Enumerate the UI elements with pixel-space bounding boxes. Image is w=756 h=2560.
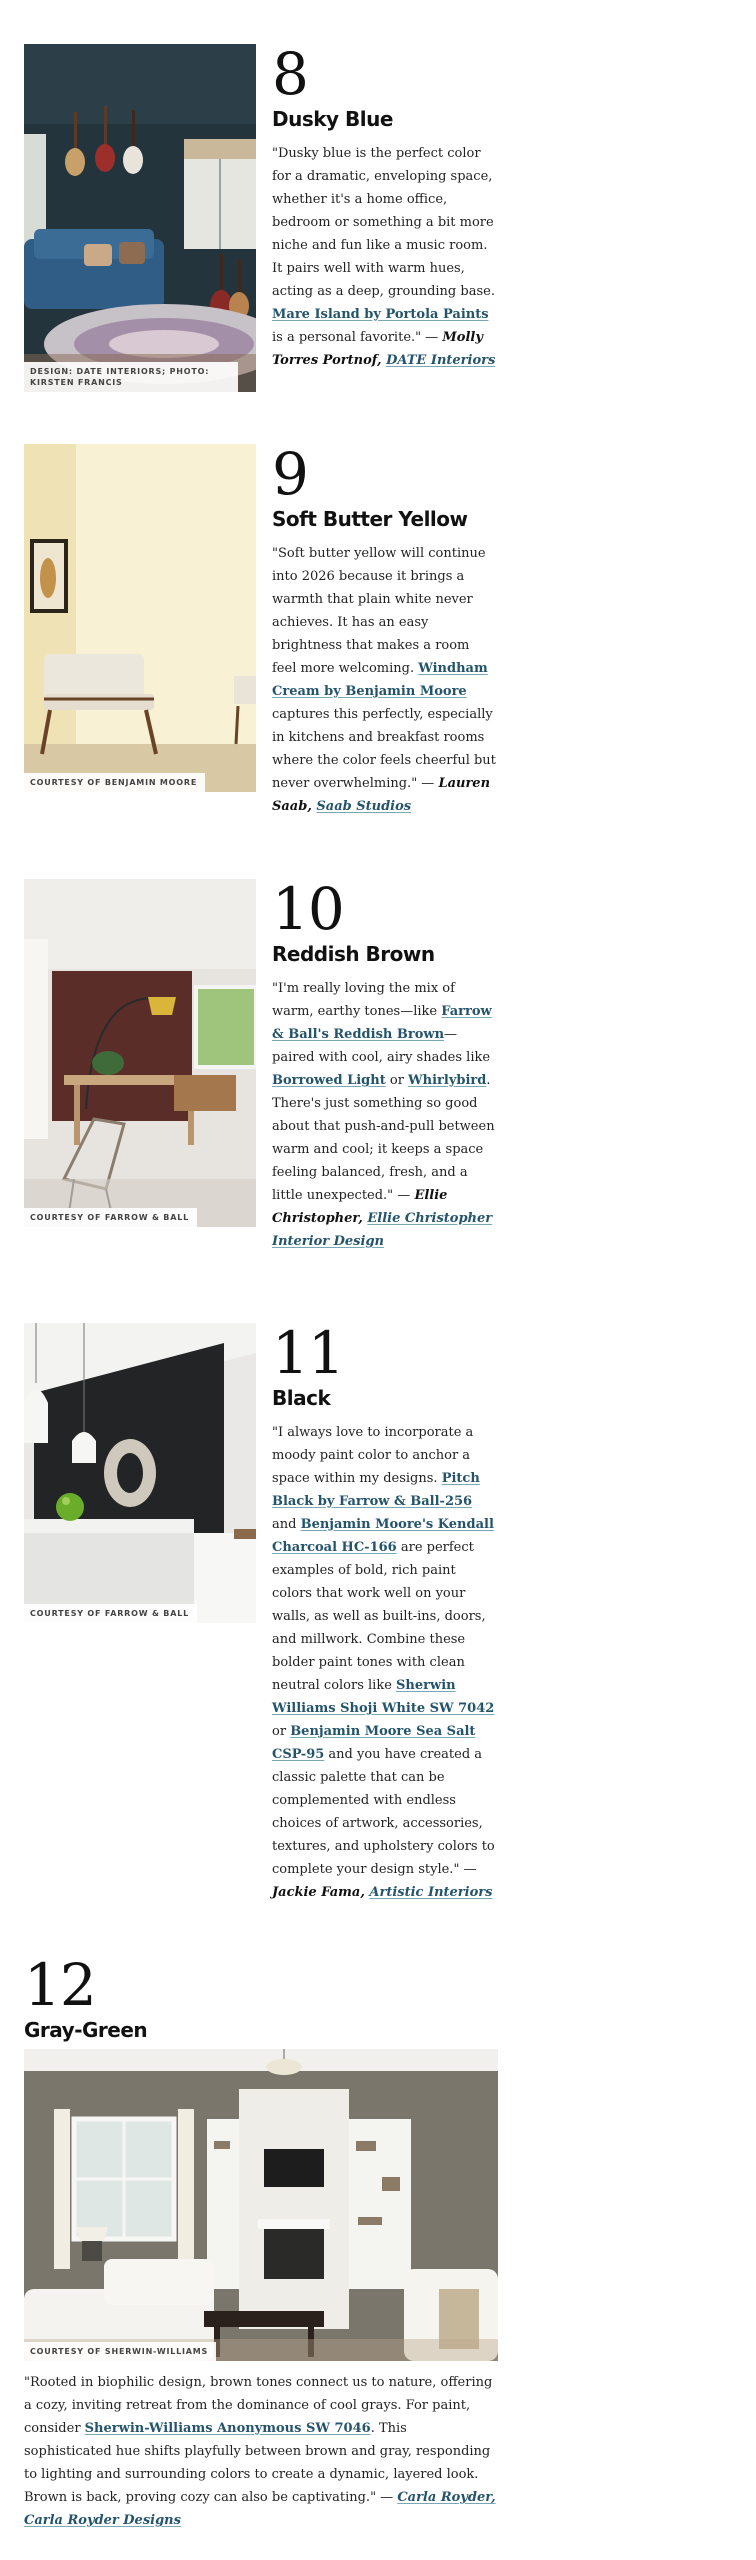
- quote-text: and you have created a classic palette that can be complemented with endless choices of artwork, accessories, textures, and upholstery colors to complete your design style." —: [272, 1747, 495, 1877]
- yellow-corner-photo: [24, 444, 256, 792]
- photo-credit: COURTESY OF FARROW & BALL: [24, 1208, 197, 1227]
- quote-text: . There's just something so good about that push-and-pull between warm and cool; it keeps a space feeling balanced, fresh, and a little unexpected." —: [272, 1073, 495, 1203]
- quote-text: "Dusky blue is the perfect color for a dramatic, enveloping space, whether it's a home office, bedroom or something a bit more niche and fun like a music room. It pairs well with warm hues, acting as a deep, grounding base.: [272, 146, 495, 299]
- quote-text: or: [272, 1724, 291, 1739]
- quote-text: are perfect examples of bold, rich paint colors that work well on your walls, as well as built-ins, doors, and millwork. Combine these bolder paint tones with clean neutral colors like: [272, 1540, 486, 1693]
- quote-author: Molly Torres Portnof,: [272, 330, 483, 368]
- quote-text: is a personal favorite." —: [272, 330, 443, 345]
- quote-author: Ellie Christopher,: [272, 1188, 448, 1226]
- entry-number: 11: [272, 1319, 344, 1387]
- entry-number: 10: [272, 875, 344, 943]
- entry-title: Reddish Brown: [272, 942, 435, 966]
- paint-link[interactable]: Farrow & Ball's Reddish Brown: [272, 1004, 492, 1042]
- photo-credit: DESIGN: DATE INTERIORS; PHOTO: KIRSTEN FRANCIS: [24, 362, 238, 392]
- paint-link[interactable]: Mare Island by Portola Paints: [272, 307, 489, 322]
- photo-credit: COURTESY OF BENJAMIN MOORE: [24, 773, 205, 792]
- entry-title: Soft Butter Yellow: [272, 507, 468, 531]
- designer-link-text: DATE Interiors: [386, 353, 496, 368]
- quote-text: "Soft butter yellow will continue into 2026 because it brings a warmth that plain white never achieves. It has an easy brightness that makes a room feel more welcoming.: [272, 546, 486, 676]
- entry-number: 9: [272, 440, 308, 508]
- quote-text: or: [385, 1073, 409, 1088]
- entry-title: Gray-Green: [24, 2018, 148, 2042]
- paint-link[interactable]: Pitch Black by Farrow & Ball-256: [272, 1471, 480, 1509]
- dining-room-photo: [24, 879, 256, 1227]
- quote-text: captures this perfectly, especially in kitchens and breakfast rooms where the color feels cheerful but never overwhelming." —: [272, 707, 496, 791]
- entry-number: 8: [272, 40, 308, 108]
- entry-quote: [272, 1421, 497, 1904]
- entry-quote: [272, 977, 497, 1253]
- entry-title: Dusky Blue: [272, 107, 393, 131]
- entry-text: [272, 40, 497, 372]
- quote-text: and: [272, 1517, 301, 1532]
- designer-link-text: Artistic Interiors: [369, 1885, 493, 1900]
- photo-credit: COURTESY OF SHERWIN-WILLIAMS: [24, 2342, 216, 2361]
- designer-link-text: Ellie Christopher Interior Design: [272, 1211, 493, 1249]
- paint-link[interactable]: Sherwin Williams Shoji White SW 7042: [272, 1678, 495, 1716]
- quote-text: —paired with cool, airy shades like: [272, 1027, 491, 1065]
- entry-text: [272, 1319, 497, 1904]
- paint-link[interactable]: Whirlybird: [408, 1073, 487, 1088]
- entry-12: [24, 1951, 498, 2532]
- designer-link-text: Carla Royder, Carla Royder Designs: [24, 2490, 496, 2528]
- entry-number: 12: [24, 1951, 96, 2019]
- designer-link-text: Saab Studios: [316, 799, 412, 814]
- quote-text: "I always love to incorporate a moody paint color to anchor a space within my designs.: [272, 1425, 474, 1486]
- entry-quote: [272, 542, 497, 818]
- entry-text: [272, 875, 497, 1253]
- paint-link[interactable]: Windham Cream by Benjamin Moore: [272, 661, 488, 699]
- quote-text: "Rooted in biophilic design, brown tones connect us to nature, offering a cozy, inviting retreat from the dominance of cool grays. For paint, consider: [24, 2375, 493, 2436]
- paint-link[interactable]: Sherwin-Williams Anonymous SW 7046: [84, 2421, 371, 2436]
- black-kitchen-photo: [24, 1323, 256, 1623]
- designer-link[interactable]: [316, 799, 411, 814]
- living-room-photo: [24, 2049, 498, 2361]
- entry-text: [272, 440, 497, 818]
- entry-quote: [24, 2371, 498, 2532]
- designer-link[interactable]: [386, 353, 495, 368]
- paint-link[interactable]: Benjamin Moore's Kendall Charcoal HC-166: [272, 1517, 494, 1555]
- quote-author: Lauren Saab,: [272, 776, 491, 814]
- designer-link[interactable]: [369, 1885, 492, 1900]
- paint-link[interactable]: Borrowed Light: [272, 1073, 386, 1088]
- music-room-photo: [24, 44, 256, 392]
- paint-link[interactable]: Benjamin Moore Sea Salt CSP-95: [272, 1724, 476, 1762]
- quote-author: Jackie Fama,: [272, 1885, 370, 1900]
- quote-text: . This sophisticated hue shifts playfully between brown and gray, responding to lighting and surrounding colors to create a dynamic, layered look. Brown is back, proving cozy can also be captivating." —: [24, 2421, 491, 2505]
- entry-title: Black: [272, 1386, 331, 1410]
- entry-quote: [272, 142, 497, 372]
- photo-credit: COURTESY OF FARROW & BALL: [24, 1604, 197, 1623]
- quote-text: "I'm really loving the mix of warm, earthy tones—like: [272, 981, 455, 1019]
